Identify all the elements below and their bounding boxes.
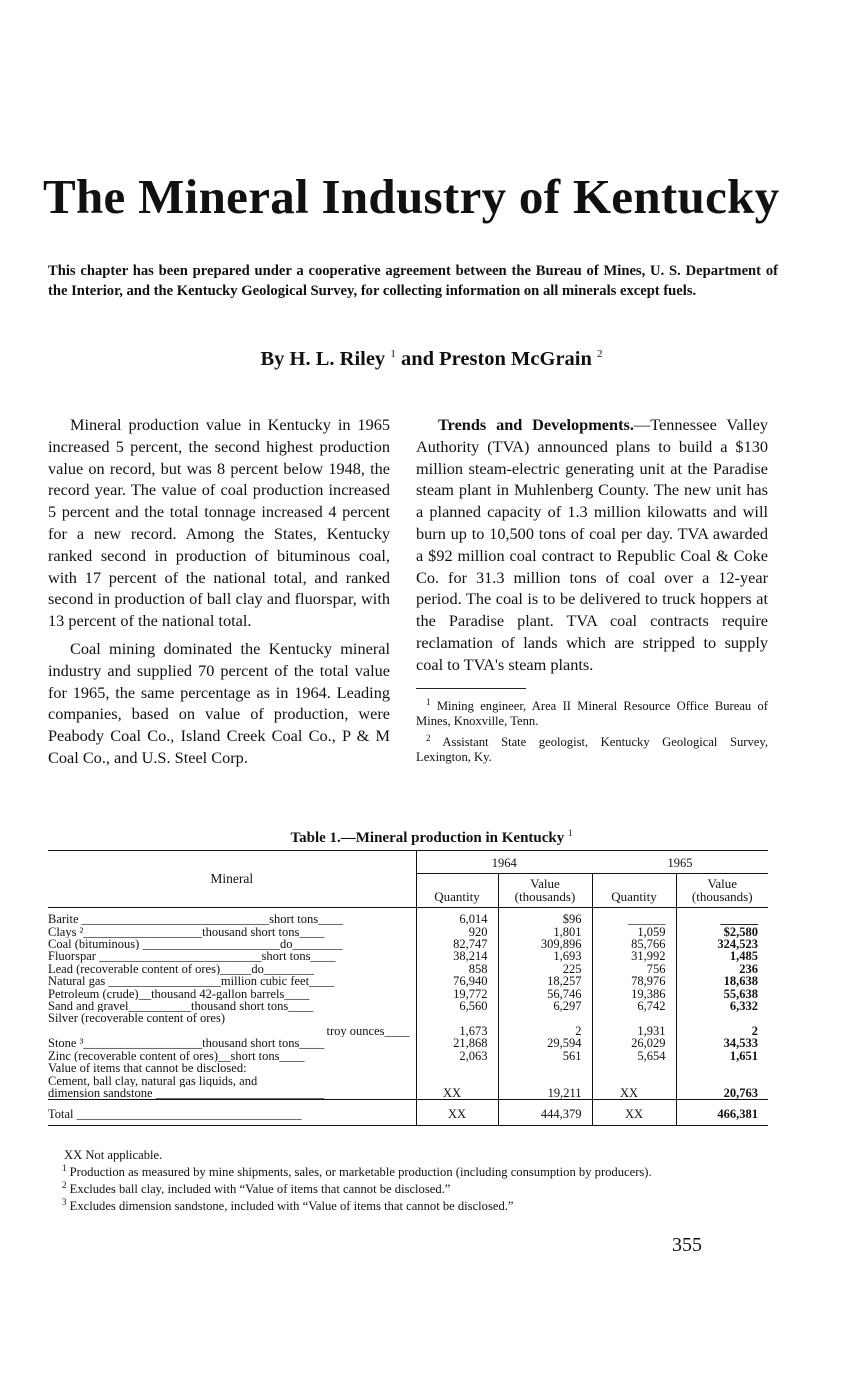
author-2: Preston McGrain [439, 348, 592, 370]
table-footnote-mark: 3 [62, 1197, 67, 1208]
value-1965-cell: 55,638 [676, 988, 768, 1000]
row-label: dimension sandstone ___________________________ [48, 1086, 325, 1100]
quantity-1965-cell: 6,742 [592, 1000, 676, 1012]
table-caption-text: Table 1.—Mineral production in Kentucky [290, 830, 565, 846]
row-label: Stone ³___________________thousand short tons____ [48, 1037, 325, 1050]
year-1964-label: 1964 [491, 856, 517, 870]
footnote [416, 731, 768, 765]
quantity-1965-cell: 26,029 [592, 1037, 676, 1049]
row-label: Fluorspar __________________________short tons____ [48, 950, 336, 963]
quantity-1964-cell: 82,747 [416, 938, 498, 950]
table-footnote-text: Excludes dimension sandstone, included with “Value of items that cannot be disclosed.” [69, 1199, 514, 1214]
value-1965-cell: 324,523 [676, 938, 768, 950]
total-quantity-1964: XX [416, 1100, 498, 1125]
value-1964-cell: 1,693 [498, 950, 592, 962]
quantity-1964-cell: 6,560 [416, 1000, 498, 1012]
footnote-divider [416, 688, 526, 689]
quantity-1964-cell: 76,940 [416, 975, 498, 987]
row-label: Zinc (recoverable content of ores)__short tons____ [48, 1049, 305, 1063]
value-header-line1: Value [530, 876, 560, 892]
quantity-1965-cell: 85,766 [592, 938, 676, 950]
footnote [416, 695, 768, 729]
quantity-1964-cell [416, 1062, 498, 1074]
value-1964-cell: 309,896 [498, 938, 592, 950]
table-footnote-text: Excludes ball clay, included with “Value of items that cannot be disclosed.” [69, 1182, 451, 1197]
column-header-year-1964 [416, 851, 592, 874]
row-label: Value of items that cannot be disclosed: [48, 1062, 247, 1075]
row-label: Sand and gravel__________thousand short tons____ [48, 1000, 314, 1013]
table-footnote-1 [48, 1162, 773, 1179]
section-lead-heading: Trends and Developments. [438, 415, 634, 434]
quantity-1965-cell: 78,976 [592, 975, 676, 987]
quantity-1965-cell: 756 [592, 963, 676, 975]
quantity-1965-cell: 19,386 [592, 988, 676, 1000]
value-1964-cell: 6,297 [498, 1000, 592, 1012]
quantity-1965-cell [592, 1062, 676, 1074]
byline-connector: and [400, 348, 434, 370]
column-header-value-1965 [676, 874, 768, 908]
table-row [48, 908, 768, 926]
value-header-line2: (thousands) [514, 888, 576, 904]
quantity-1964-cell: 38,214 [416, 950, 498, 962]
total-value-1965: 466,381 [676, 1100, 768, 1125]
byline-prefix: By [260, 348, 285, 370]
value-1964-cell [498, 1012, 592, 1024]
value-1964-cell: 2 [498, 1025, 592, 1037]
right-column [416, 414, 768, 767]
row-label: Natural gas __________________million cubic feet____ [48, 975, 335, 988]
table-row [48, 1062, 768, 1074]
byline [0, 348, 863, 371]
quantity-1964-cell: 19,772 [416, 988, 498, 1000]
quantity-1964-cell: 920 [416, 926, 498, 938]
row-label: Lead (recoverable content of ores)_____do________ [48, 962, 314, 976]
footnote-mark: 1 [426, 696, 431, 707]
chapter-intro: This chapter has been prepared under a cooperative agreement between the Bureau of Mines, U. S. Department of the Interior, and the Kentucky Geological Survey, for collecting information on all minerals except fuels. [48, 263, 778, 299]
quantity-1964-cell [416, 1012, 498, 1024]
value-1964-cell: 1,801 [498, 926, 592, 938]
value-1964-cell: 29,594 [498, 1037, 592, 1049]
quantity-1964-cell: XX [416, 1087, 498, 1100]
table-row [48, 1075, 768, 1087]
total-label: Total ____________________________________ [48, 1100, 416, 1125]
total-quantity-1965: XX [592, 1100, 676, 1125]
table-row [48, 1000, 768, 1012]
row-label: Clays ²___________________thousand short tons____ [48, 925, 325, 939]
value-1965-cell: 20,763 [676, 1087, 768, 1100]
value-1965-cell: ______ [676, 908, 768, 926]
value-1965-cell: 18,638 [676, 975, 768, 987]
row-label: Silver (recoverable content of ores) [48, 1012, 226, 1025]
table-footnote-mark: 2 [62, 1180, 67, 1191]
table-footnote-3 [48, 1196, 773, 1213]
footnote-text: Mining engineer, Area II Mineral Resource Office Bureau of Mines, Knoxville, Tenn. [416, 698, 768, 728]
table-row [48, 1050, 768, 1062]
value-1964-cell: 56,746 [498, 988, 592, 1000]
table-row [48, 1012, 768, 1024]
body-paragraph: Coal mining dominated the Kentucky mineral industry and supplied 70 percent of the total value for 1965, the same percentage as in 1964. Leading companies, based on value of production, were Peabody Coal Co., Island Creek Coal Co., P & M Coal Co., and U.S. Steel Corp. [48, 638, 390, 767]
row-label: Coal (bituminous) ______________________do________ [48, 938, 343, 951]
chapter-title: The Mineral Industry of Kentucky [43, 169, 780, 224]
quantity-1964-cell: 858 [416, 963, 498, 975]
table-row [48, 975, 768, 987]
year-1965-label: 1965 [667, 856, 693, 870]
author-1: H. L. Riley [289, 348, 386, 370]
value-1965-cell: $2,580 [676, 926, 768, 938]
table-caption [0, 828, 863, 847]
column-header-year-1965 [592, 851, 768, 874]
body-paragraph: Mineral production value in Kentucky in 1965 increased 5 percent, the second highest production value on record, but was 8 percent below 1948, the record year. The value of coal production increased 5 percent and the total tonnage increased 4 percent for a new record. Among the States, Kentucky ranked second in production of bituminous coal, with 17 percent of the national total, and ranked second in production of ball clay and fluorspar, with 13 percent of the national total. [48, 415, 390, 631]
page-number: 355 [672, 1234, 702, 1256]
table-row [48, 950, 768, 962]
table-notes [48, 1149, 773, 1214]
quantity-1964-cell: 21,868 [416, 1037, 498, 1049]
table-footnote-2 [48, 1179, 773, 1196]
table-row [48, 1037, 768, 1049]
value-1964-cell: 225 [498, 963, 592, 975]
table-header-row [48, 851, 768, 874]
author-1-footnote-mark: 1 [390, 348, 396, 361]
column-header-mineral: Mineral [48, 851, 416, 908]
column-header-value-1964 [498, 874, 592, 908]
table-footnote-text: Production as measured by mine shipments, sales, or marketable production (including consumption by producers). [69, 1165, 652, 1180]
column-header-quantity-1965: Quantity [592, 874, 676, 908]
value-1964-cell [498, 1062, 592, 1074]
body-paragraph [416, 414, 768, 676]
table-note-xx: XX Not applicable. [64, 1148, 163, 1162]
value-header-line1: Value [707, 876, 738, 892]
value-1965-cell: 1,485 [676, 950, 768, 962]
row-label: Petroleum (crude)__thousand 42-gallon barrels____ [48, 987, 310, 1001]
author-2-footnote-mark: 2 [597, 348, 603, 361]
value-1965-cell: 2 [676, 1025, 768, 1037]
total-value-1964: 444,379 [498, 1100, 592, 1125]
table-total-row [48, 1100, 768, 1125]
row-label: Barite ______________________________short tons____ [48, 912, 344, 926]
table-caption-footnote-mark: 1 [568, 828, 573, 838]
mineral-production-table [48, 850, 768, 1126]
quantity-1964-cell: 6,014 [416, 908, 498, 926]
footnote-text: Assistant State geologist, Kentucky Geological Survey, Lexington, Ky. [416, 734, 768, 764]
table-body [48, 908, 768, 1100]
row-label: troy ounces____ [326, 1024, 410, 1038]
quantity-1965-cell: 1,059 [592, 926, 676, 938]
value-header-line2: (thousands) [691, 888, 753, 904]
value-1965-cell [676, 1062, 768, 1074]
quantity-1965-cell: 1,931 [592, 1025, 676, 1037]
value-1965-cell: 236 [676, 963, 768, 975]
row-label: Cement, ball clay, natural gas liquids, and [48, 1074, 258, 1087]
quantity-1964-cell: 2,063 [416, 1050, 498, 1062]
value-1964-cell: 561 [498, 1050, 592, 1062]
footnote-mark: 2 [426, 732, 431, 743]
value-1964-cell: 19,211 [498, 1087, 592, 1100]
value-1965-cell [676, 1012, 768, 1024]
quantity-1965-cell: XX [592, 1087, 676, 1100]
value-1964-cell: 18,257 [498, 975, 592, 987]
quantity-1965-cell: ______ [592, 908, 676, 926]
column-header-quantity-1964: Quantity [416, 874, 498, 908]
table-footnote-mark: 1 [62, 1163, 67, 1173]
table-row [48, 1087, 768, 1100]
value-1965-cell: 34,533 [676, 1037, 768, 1049]
quantity-1964-cell: 1,673 [416, 1025, 498, 1037]
left-column [48, 414, 390, 775]
value-1965-cell: 6,332 [676, 1000, 768, 1012]
section-lead-text: —Tennessee Valley Authority (TVA) announced plans to build a $130 million steam-electric generating unit at the Paradise steam plant in Muhlenberg County. The new unit has a planned capacity of 1.3 million kilowatts and will burn up to 10,500 tons of coal per day. TVA awarded a $92 million coal contract to Republic Coal & Coke Co. for 31.3 million tons of coal over a 12-year period. The coal is to be delivered to truck hoppers at the Paradise plant. TVA coal contracts require reclamation of lands which are stripped to supply coal to TVA's steam plants. [416, 415, 768, 674]
value-1964-cell: $96 [498, 908, 592, 926]
quantity-1965-cell: 31,992 [592, 950, 676, 962]
quantity-1965-cell [592, 1012, 676, 1024]
value-1965-cell: 1,651 [676, 1050, 768, 1062]
quantity-1965-cell: 5,654 [592, 1050, 676, 1062]
